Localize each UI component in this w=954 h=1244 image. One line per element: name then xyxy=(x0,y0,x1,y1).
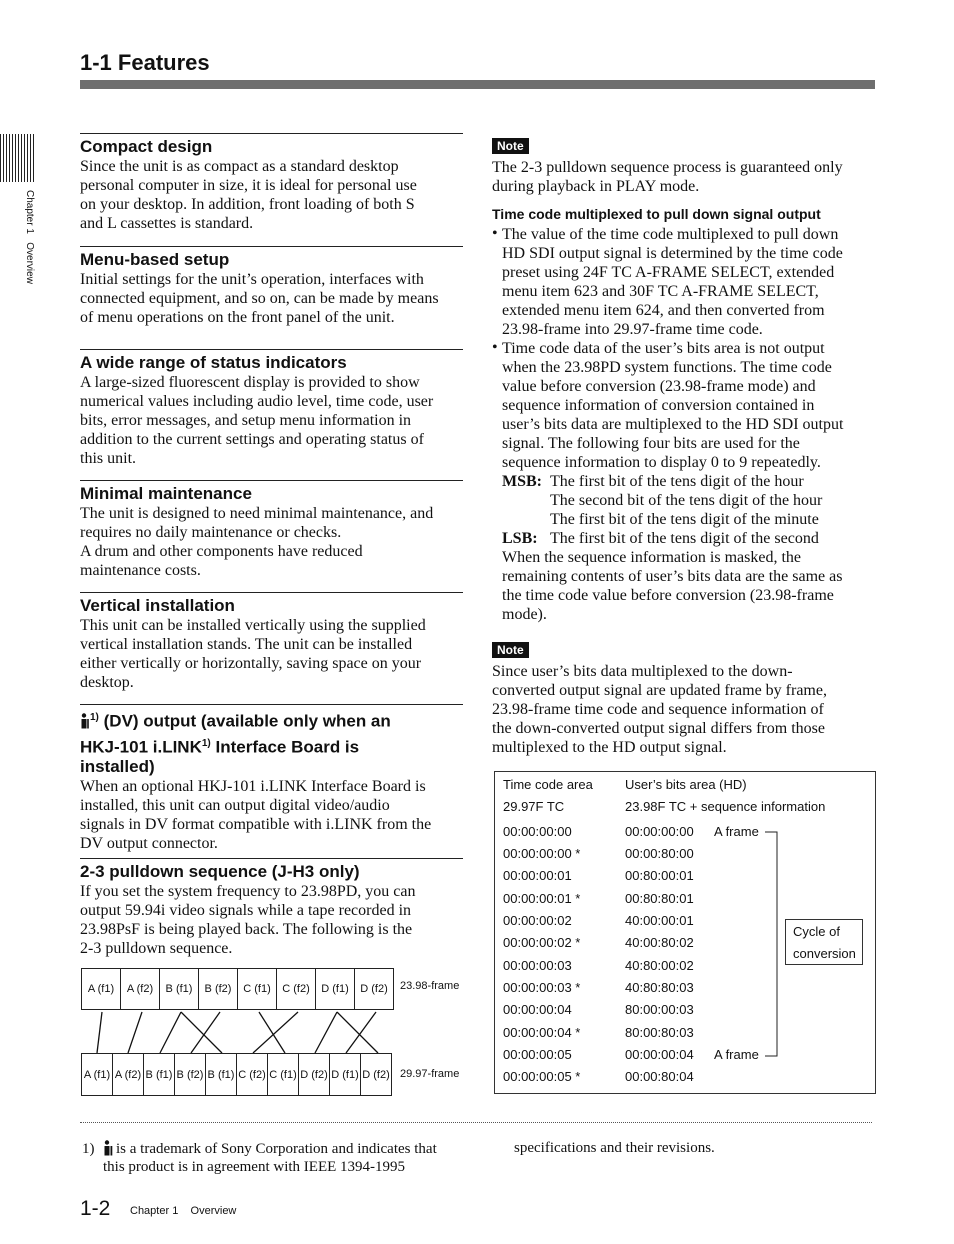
heading-part: (DV) output (available only when an xyxy=(103,711,391,731)
section-vertical-installation xyxy=(80,592,463,692)
bullet-line: menu item 623 and 30F TC A-FRAME SELECT, xyxy=(502,283,819,300)
body-line: 2-3 pulldown sequence. xyxy=(80,940,233,957)
body-line: signals in DV format compatible with i.LINK from the xyxy=(80,816,432,834)
timecode-section xyxy=(492,206,876,624)
heading-part: HKJ-101 i.LINK xyxy=(80,737,202,757)
body-line: connected equipment, and so on, can be made by means xyxy=(80,290,439,307)
frame-cell: B (f2) xyxy=(198,968,238,1010)
bullet-line: HD SDI output signal is determined by the time code xyxy=(502,245,843,262)
section-heading xyxy=(80,705,463,777)
body-line: bits, error messages, and setup menu information in xyxy=(80,412,412,429)
note-badge: Note xyxy=(492,642,529,658)
tc-cell: 00:00:00:05 * xyxy=(503,1069,581,1084)
a-frame-label: A frame xyxy=(714,824,759,839)
tc-cell: 00:00:00:02 xyxy=(503,913,572,928)
body-line: and L cassettes is standard. xyxy=(80,215,254,232)
bit-desc: The first bit of the tens digit of the second xyxy=(550,530,819,547)
cycle-of-conversion-box xyxy=(785,919,863,965)
body-line: When an optional HKJ-101 i.LINK Interface Board is xyxy=(80,778,426,796)
bullet-line: 23.98-frame into 29.97-frame time code. xyxy=(502,321,763,338)
frame-cell: C (f2) xyxy=(276,968,316,1010)
ub-cell: 00:00:80:04 xyxy=(625,1069,694,1084)
frame-cell: A (f2) xyxy=(112,1053,144,1096)
bullet-line: signal. The following four bits are used for the xyxy=(502,435,800,452)
section-status-indicators xyxy=(80,349,463,468)
frame-row-23-98 xyxy=(82,968,394,1010)
col-header: Time code area xyxy=(503,777,593,792)
body-line: requires no daily maintenance or checks. xyxy=(80,524,342,541)
tc-cell: 00:00:00:03 xyxy=(503,958,572,973)
heading-part: installed) xyxy=(80,757,155,777)
section-maintenance xyxy=(80,480,463,580)
note-line: 23.98-frame time code and sequence information of xyxy=(492,701,824,718)
bullet-line: value before conversion (23.98-frame mode) and xyxy=(502,378,816,395)
frame-cell: C (f1) xyxy=(267,1053,299,1096)
body-line: 23.98PsF is being played back. The following is the xyxy=(80,921,413,938)
frame-cell: B (f1) xyxy=(159,968,199,1010)
lsb-label: LSB: xyxy=(502,530,538,547)
ub-cell: 00:00:00:04 xyxy=(625,1047,694,1062)
bullet-line: preset using 24F TC A-FRAME SELECT, extended xyxy=(502,264,835,281)
frame-cell: D (f2) xyxy=(298,1053,330,1096)
body-line: vertical installation stands. The unit can be installed xyxy=(80,636,413,653)
col-header: User’s bits area (HD) xyxy=(625,777,747,792)
note-line: the down-converted output signal differs from those xyxy=(492,720,825,737)
ub-cell: 40:00:80:02 xyxy=(625,935,694,950)
a-frame-label: A frame xyxy=(714,1047,759,1062)
body-line: A large-sized fluorescent display is provided to show xyxy=(80,374,420,391)
heading-part: Interface Board is xyxy=(210,737,360,757)
cycle-label: Cycle of xyxy=(793,924,840,939)
pulldown-connector-lines xyxy=(82,1010,402,1055)
chapter-tab-stripes xyxy=(0,134,36,182)
body-line: installed, this unit can output digital video/audio xyxy=(80,797,390,815)
body-line: personal computer in size, it is ideal for personal use xyxy=(80,177,417,194)
body-line: addition to the current settings and operating status of xyxy=(80,431,424,448)
frame-cell: C (f1) xyxy=(237,968,277,1010)
section-heading: Menu-based setup xyxy=(80,250,230,269)
page-title: 1-1 Features xyxy=(80,50,210,75)
ub-cell: 40:80:80:03 xyxy=(625,980,694,995)
footnote-line: is a trademark of Sony Corporation and indicates that xyxy=(116,1141,437,1157)
cycle-label: conversion xyxy=(793,946,856,961)
bullet-mark: • xyxy=(492,339,498,356)
ilink-icon xyxy=(80,713,90,734)
bit-desc: The first bit of the tens digit of the minute xyxy=(550,511,819,528)
frame-cell: B (f1) xyxy=(143,1053,175,1096)
section-compact-design xyxy=(80,133,463,233)
subheading: Time code multiplexed to pull down signal output xyxy=(492,206,821,222)
tc-cell: 00:00:00:01 * xyxy=(503,891,581,906)
tc-cell: 00:00:00:05 xyxy=(503,1047,572,1062)
section-heading: Minimal maintenance xyxy=(80,484,252,503)
ub-cell: 00:80:80:01 xyxy=(625,891,694,906)
masked-line: remaining contents of user’s bits data are the same as xyxy=(502,568,843,585)
side-chapter: Chapter 1 xyxy=(24,190,35,234)
frame-cell: D (f1) xyxy=(329,1053,361,1096)
ub-cell: 00:00:00:00 xyxy=(625,824,694,839)
footer-chapter: Chapter 1 Overview xyxy=(130,1205,237,1217)
ub-cell: 00:00:80:00 xyxy=(625,846,694,861)
bullet-line: user’s bits data are multiplexed to the HD SDI output xyxy=(502,416,844,433)
footnote-mark: 1) xyxy=(82,1141,95,1157)
frame-label-29-97: 29.97-frame xyxy=(400,1068,460,1080)
masked-line: When the sequence information is masked, the xyxy=(502,549,802,566)
frame-label-23-98: 23.98-frame xyxy=(400,980,460,992)
note-1 xyxy=(492,137,876,196)
tc-cell: 00:00:00:00 * xyxy=(503,846,581,861)
col-header: 29.97F TC xyxy=(503,799,565,814)
frame-cell: A (f1) xyxy=(81,1053,113,1096)
bullet-line: Time code data of the user’s bits area is not output xyxy=(502,340,825,357)
footnote-ref: 1) xyxy=(90,712,99,723)
frame-cell: B (f2) xyxy=(174,1053,206,1096)
ub-cell: 40:80:00:02 xyxy=(625,958,694,973)
bit-desc: The first bit of the tens digit of the hour xyxy=(550,473,804,490)
note-line: multiplexed to the HD output signal. xyxy=(492,739,727,756)
footnote-continuation: specifications and their revisions. xyxy=(514,1140,715,1156)
frame-cell: C (f2) xyxy=(236,1053,268,1096)
bullet-line: sequence information of conversion contained in xyxy=(502,397,815,414)
note-line: The 2-3 pulldown sequence process is guaranteed only xyxy=(492,159,843,176)
section-pulldown xyxy=(80,858,463,958)
frame-cell: D (f2) xyxy=(354,968,394,1010)
body-line: Initial settings for the unit’s operation, interfaces with xyxy=(80,271,424,288)
bit-row-lsb xyxy=(502,529,876,548)
footnote-ref: 1) xyxy=(201,737,211,749)
body-line: maintenance costs. xyxy=(80,562,201,579)
bullet-item xyxy=(492,339,876,624)
bullet-line: The value of the time code multiplexed to pull down xyxy=(502,226,839,243)
body-line: desktop. xyxy=(80,674,134,691)
body-line: Since the unit is as compact as a standard desktop xyxy=(80,158,399,175)
bit-row-msb xyxy=(502,472,876,491)
tc-cell: 00:00:00:04 * xyxy=(503,1025,581,1040)
frame-cell: A (f1) xyxy=(81,968,121,1010)
ub-cell: 80:00:80:03 xyxy=(625,1025,694,1040)
note-line: converted output signal are updated frame by frame, xyxy=(492,682,827,699)
note-line: Since user’s bits data multiplexed to the down- xyxy=(492,663,793,680)
bullet-line: when the 23.98PD system functions. The time code xyxy=(502,359,832,376)
bullet-item xyxy=(492,225,876,339)
tc-cell: 00:00:00:04 xyxy=(503,1002,572,1017)
masked-line: mode). xyxy=(502,606,547,623)
frame-cell: B (f1) xyxy=(205,1053,237,1096)
section-heading: Vertical installation xyxy=(80,596,235,615)
frame-row-29-97 xyxy=(82,1053,392,1096)
bit-desc: The second bit of the tens digit of the hour xyxy=(550,492,823,509)
ub-cell: 00:80:00:01 xyxy=(625,868,694,883)
section-menu-setup xyxy=(80,246,463,327)
body-line: If you set the system frequency to 23.98PD, you can xyxy=(80,883,416,900)
tc-cell: 00:00:00:03 * xyxy=(503,980,581,995)
note-line: during playback in PLAY mode. xyxy=(492,178,700,195)
side-section: Overview xyxy=(24,242,35,284)
frame-cell: D (f1) xyxy=(315,968,355,1010)
msb-label: MSB: xyxy=(502,473,542,490)
tc-cell: 00:00:00:00 xyxy=(503,824,572,839)
body-line: numerical values including audio level, time code, user xyxy=(80,393,434,410)
body-line: DV output connector. xyxy=(80,835,218,853)
note-2 xyxy=(492,641,876,757)
footnote-line: this product is in agreement with IEEE 1394-1995 xyxy=(103,1159,406,1175)
tc-cell: 00:00:00:01 xyxy=(503,868,572,883)
section-heading: 2-3 pulldown sequence (J-H3 only) xyxy=(80,862,360,881)
cycle-bracket xyxy=(763,830,783,1060)
title-rule xyxy=(80,80,875,89)
note-badge: Note xyxy=(492,138,529,154)
body-line: The unit is designed to need minimal maintenance, and xyxy=(80,505,434,522)
tc-cell: 00:00:00:02 * xyxy=(503,935,581,950)
body-line: this unit. xyxy=(80,450,137,467)
body-line: either vertically or horizontally, saving space on your xyxy=(80,655,422,672)
section-heading: Compact design xyxy=(80,137,213,156)
bit-row xyxy=(502,510,876,529)
bullet-line: sequence information to display 0 to 9 repeatedly. xyxy=(502,454,821,471)
section-dv-output xyxy=(80,704,463,853)
ub-cell: 40:00:00:01 xyxy=(625,913,694,928)
bit-row xyxy=(502,491,876,510)
bullet-line: extended menu item 624, and then converted from xyxy=(502,302,825,319)
chapter-tab-label xyxy=(24,190,35,284)
body-line: of menu operations on the front panel of the unit. xyxy=(80,309,395,326)
frame-cell: D (f2) xyxy=(360,1053,392,1096)
col-header: 23.98F TC + sequence information xyxy=(625,799,826,814)
masked-line: the time code value before conversion (23.98-frame xyxy=(502,587,834,604)
page-number: 1-2 xyxy=(80,1197,111,1220)
body-line: A drum and other components have reduced xyxy=(80,543,363,560)
footnote-divider xyxy=(80,1122,872,1123)
frame-cell: A (f2) xyxy=(120,968,160,1010)
ub-cell: 80:00:00:03 xyxy=(625,1002,694,1017)
bullet-mark: • xyxy=(492,225,498,242)
body-line: This unit can be installed vertically using the supplied xyxy=(80,617,426,634)
body-line: on your desktop. In addition, front loading of both S xyxy=(80,196,415,213)
section-heading: A wide range of status indicators xyxy=(80,353,347,372)
body-line: output 59.94i video signals while a tape recorded in xyxy=(80,902,412,919)
